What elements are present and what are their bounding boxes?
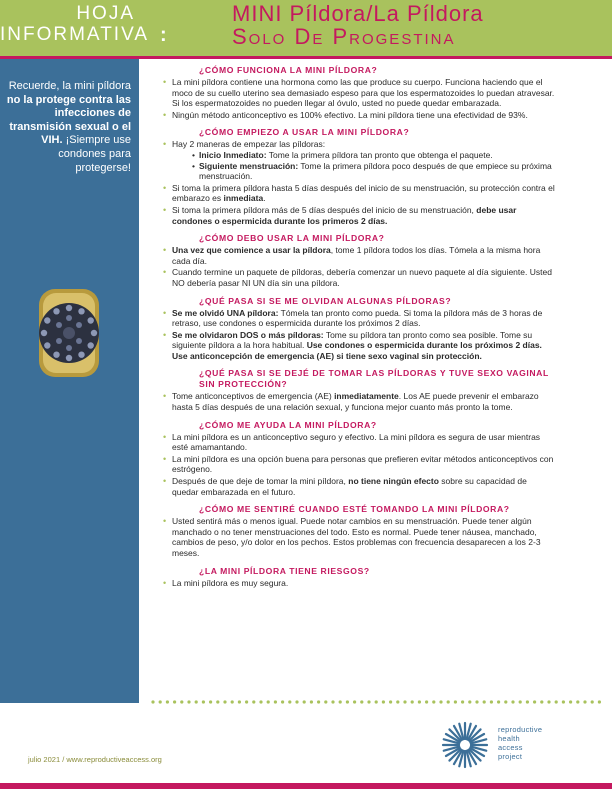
list-item: • La mini píldora contiene una hormona como las que produce su cuerpo. Funciona haciendo que el moco de su cuello uterino sea demasiado espeso para que los espermatozoides lo puedan atravesar. Si los espermatozoides no pueden llegar al óvulo, usted no puede quedar embarazada. — [163, 77, 555, 109]
doc-type-label — [0, 3, 150, 45]
list-item: • Después de que deje de tomar la mini píldora, no tiene ningún efecto sobre su capacidad de quedar embarazada en el futuro. — [163, 476, 555, 497]
list-item: • Usted sentirá más o menos igual. Puede notar cambios en su menstruación. Puede tener algún manchado o no tener menstruaciones del todo. Esto es normal. Puede tener náusea, manchado, cambios de peso, y/o dolor en los pechos. Estos problemas con frecuencia desaparecen a los 2-3 meses. — [163, 516, 555, 558]
sidebar — [0, 59, 139, 703]
section-heading: ¿CÓMO ME SENTIRÉ CUANDO ESTÉ TOMANDO LA MINI PÍLDORA? — [199, 504, 510, 515]
title-line2: Solo De Progestina — [232, 24, 456, 49]
list-item: • Ningún método anticonceptivo es 100% efectivo. La mini píldora tiene una efectividad de 93%. — [163, 110, 555, 121]
list-item: • La mini píldora es un anticonceptivo seguro y efectivo. La mini píldora es segura de usar mientras esté amamantando. — [163, 432, 555, 453]
section-heading: ¿CÓMO EMPIEZO A USAR LA MINI PÍLDORA? — [199, 127, 410, 138]
footer-rule — [0, 783, 612, 789]
section-heading: ¿QUÉ PASA SI SE ME OLVIDAN ALGUNAS PÍLDORAS? — [199, 295, 452, 306]
list-item: • Se me olvidaron DOS o más píldoras: Tome su píldora tan pronto como sea posible. Tome su siguiente píldora a la hora habitual. Use condones o espermicida durante los próximos 2 días. Use anticoncepción de emergencia (AE) si tiene sexo vaginal sin protección. — [163, 330, 555, 362]
logo-wordmark: reproductive health access project — [498, 725, 543, 761]
sub-list-item: • Siguiente menstruación: Tome la primera píldora poco después de que empiece su próxima menstruación. — [192, 160, 552, 182]
sidebar-reminder: Recuerde, la mini píldora no la protege contra las infecciones de transmisión sexual o el VIH. ¡Siempre use condones para protegerse! — [6, 80, 131, 174]
main-content — [163, 65, 555, 588]
list-item: • La mini píldora es una opción buena para personas que prefieren evitar métodos anticonceptivos con estrógeno. — [163, 454, 555, 475]
list-item: • Si toma la primera píldora hasta 5 días después del inicio de su menstruación, su protección contra el embarazo es inmediata. — [163, 183, 555, 204]
list-item: • Hay 2 maneras de empezar las píldoras: — [163, 139, 555, 150]
section-heading: ¿CÓMO DEBO USAR LA MINI PÍLDORA? — [199, 233, 385, 244]
list-item: • Cuando termine un paquete de píldoras, debería comenzar un nuevo paquete al día siguiente. Usted NO debería pasar NI UN día sin una píldora. — [163, 267, 555, 288]
rhap-logo-icon — [441, 721, 489, 769]
section-heading: ¿LA MINI PÍLDORA TIENE RIESGOS? — [199, 565, 370, 576]
header-separator: : — [160, 24, 167, 46]
section-heading: ¿CÓMO ME AYUDA LA MINI PÍLDORA? — [199, 419, 377, 430]
list-item: • Se me olvidó UNA píldora: Tómela tan pronto como pueda. Si toma la píldora más de 3 horas de retraso, use condones o espermicida durante los próximos 2 días. — [163, 308, 555, 329]
page-title — [232, 2, 484, 48]
pill-pack-image — [33, 287, 105, 379]
list-item: • Una vez que comience a usar la píldora, tome 1 píldora todos los días. Tómela a la misma hora cada día. — [163, 245, 555, 266]
title-line1: MINI Píldora/La Píldora — [232, 1, 484, 26]
doc-type-line1: HOJA — [76, 3, 135, 24]
dotted-divider — [150, 699, 606, 705]
list-item: • Tome anticonceptivos de emergencia (AE) inmediatamente. Los AE puede prevenir el embarazo hasta 5 días después de una relación sexual, y funciona mejor cuanto más pronto la tome. — [163, 391, 555, 412]
footer-date-url: julio 2021 / www.reproductiveaccess.org — [28, 755, 162, 764]
section-heading: ¿CÓMO FUNCIONA LA MINI PÍLDORA? — [199, 65, 378, 75]
list-item: • Si toma la primera píldora más de 5 días después del inicio de su menstruación, debe usar condones o espermicida durante los primeros 2 días. — [163, 205, 555, 226]
list-item: • La mini píldora es muy segura. — [163, 578, 555, 589]
section-heading: ¿QUÉ PASA SI SE DEJÉ DE TOMAR LAS PÍLDORAS Y TUVE SEXO VAGINAL SIN PROTECCIÓN? — [199, 368, 549, 390]
doc-type-line2: INFORMATIVA — [0, 24, 150, 45]
sub-list-item: • Inicio Inmediato: Tome la primera píldora tan pronto que obtenga el paquete. — [192, 149, 493, 160]
